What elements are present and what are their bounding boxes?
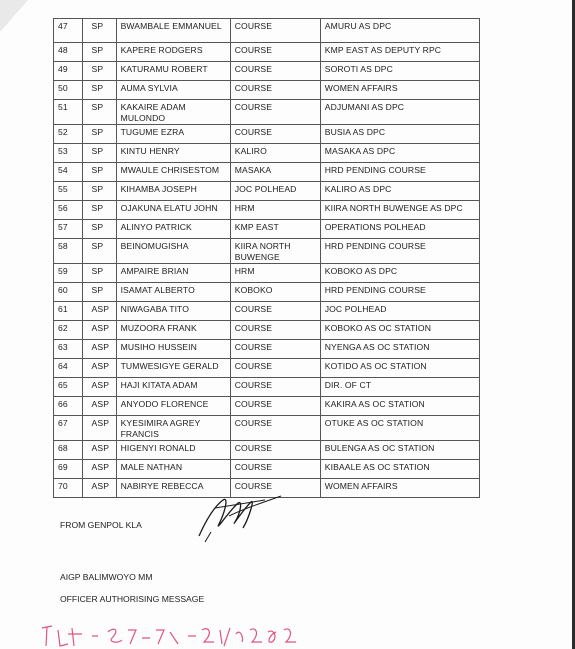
rank-cell: SP: [82, 163, 116, 182]
rank-cell: SP: [82, 182, 116, 201]
rank-cell: SP: [82, 62, 116, 81]
posting-cell: KOBOKO AS OC STATION: [320, 321, 479, 340]
signature: [185, 478, 295, 548]
row-number: 68: [54, 441, 83, 460]
officer-name-cell: KAPERE RODGERS: [116, 43, 230, 62]
posting-cell: KIIRA NORTH BUWENGE AS DPC: [320, 201, 479, 220]
from-station-cell: COURSE: [230, 340, 320, 359]
officer-name-cell: HIGENYI RONALD: [116, 441, 230, 460]
table-row: [54, 321, 480, 340]
row-number: 61: [54, 302, 83, 321]
officer-name-cell: MUZOORA FRANK: [116, 321, 230, 340]
posting-cell: DIR. OF CT: [320, 378, 479, 397]
officer-name-cell: AMPAIRE BRIAN: [116, 264, 230, 283]
table-row: [54, 19, 480, 43]
from-station-cell: JOC POLHEAD: [230, 182, 320, 201]
from-line: FROM GENPOL KLA: [60, 520, 142, 530]
posting-cell: ADJUMANI AS DPC: [320, 100, 479, 125]
officer-name-cell: BWAMBALE EMMANUEL: [116, 19, 230, 43]
table-row: [54, 416, 480, 441]
posting-cell: OTUKE AS OC STATION: [320, 416, 479, 441]
officer-name-cell: NIWAGABA TITO: [116, 302, 230, 321]
table-row: [54, 81, 480, 100]
from-station-cell: KALIRO: [230, 144, 320, 163]
from-station-cell: KIIRA NORTH BUWENGE: [230, 239, 320, 264]
rank-cell: ASP: [82, 460, 116, 479]
posting-cell: HRD PENDING COURSE: [320, 283, 479, 302]
row-number: 53: [54, 144, 83, 163]
rank-cell: SP: [82, 19, 116, 43]
officer-name-cell: BEINOMUGISHA: [116, 239, 230, 264]
table-row: [54, 220, 480, 239]
rank-cell: SP: [82, 239, 116, 264]
officer-name-cell: HAJI KITATA ADAM: [116, 378, 230, 397]
rank-cell: SP: [82, 81, 116, 100]
rank-cell: SP: [82, 43, 116, 62]
row-number: 52: [54, 125, 83, 144]
handwritten-reference: [38, 624, 318, 649]
from-station-cell: KOBOKO: [230, 283, 320, 302]
officer-name-cell: KIHAMBA JOSEPH: [116, 182, 230, 201]
posting-cell: WOMEN AFFAIRS: [320, 479, 479, 498]
row-number: 47: [54, 19, 83, 43]
officer-name-cell: ANYODO FLORENCE: [116, 397, 230, 416]
row-number: 59: [54, 264, 83, 283]
officer-name-cell: AUMA SYLVIA: [116, 81, 230, 100]
from-station-cell: COURSE: [230, 378, 320, 397]
posting-cell: BULENGA AS OC STATION: [320, 441, 479, 460]
rank-cell: SP: [82, 201, 116, 220]
from-station-cell: HRM: [230, 264, 320, 283]
table-row: [54, 62, 480, 81]
rank-cell: ASP: [82, 416, 116, 441]
posting-cell: OPERATIONS POLHEAD: [320, 220, 479, 239]
posting-cell: KAKIRA AS OC STATION: [320, 397, 479, 416]
table-row: [54, 378, 480, 397]
row-number: 58: [54, 239, 83, 264]
table-row: [54, 100, 480, 125]
rank-cell: ASP: [82, 302, 116, 321]
officer-name-cell: MWAULE CHRISESTOM: [116, 163, 230, 182]
officer-name-cell: KYESIMIRA AGREY FRANCIS: [116, 416, 230, 441]
from-station-cell: COURSE: [230, 397, 320, 416]
posting-cell: KIBAALE AS OC STATION: [320, 460, 479, 479]
rank-cell: SP: [82, 220, 116, 239]
officer-name-cell: KINTU HENRY: [116, 144, 230, 163]
authorising-label: OFFICER AUTHORISING MESSAGE: [60, 594, 205, 604]
posting-cell: KOBOKO AS DPC: [320, 264, 479, 283]
officer-name-cell: TUGUME EZRA: [116, 125, 230, 144]
officer-name: AIGP BALIMWOYO MM: [60, 572, 153, 582]
posting-cell: KALIRO AS DPC: [320, 182, 479, 201]
from-station-cell: MASAKA: [230, 163, 320, 182]
from-station-cell: COURSE: [230, 100, 320, 125]
posting-cell: MASAKA AS DPC: [320, 144, 479, 163]
from-station-cell: COURSE: [230, 479, 320, 498]
transfer-table-body: [54, 19, 480, 498]
from-station-cell: COURSE: [230, 416, 320, 441]
from-station-cell: COURSE: [230, 81, 320, 100]
officer-name-cell: TUMWESIGYE GERALD: [116, 359, 230, 378]
row-number: 50: [54, 81, 83, 100]
rank-cell: ASP: [82, 441, 116, 460]
table-row: [54, 340, 480, 359]
row-number: 55: [54, 182, 83, 201]
table-row: [54, 239, 480, 264]
table-row: [54, 144, 480, 163]
table-row: [54, 283, 480, 302]
table-row: [54, 397, 480, 416]
officer-name-cell: MALE NATHAN: [116, 460, 230, 479]
row-number: 48: [54, 43, 83, 62]
posting-cell: HRD PENDING COURSE: [320, 239, 479, 264]
rank-cell: SP: [82, 264, 116, 283]
rank-cell: ASP: [82, 359, 116, 378]
rank-cell: ASP: [82, 321, 116, 340]
row-number: 64: [54, 359, 83, 378]
rank-cell: ASP: [82, 340, 116, 359]
rank-cell: SP: [82, 100, 116, 125]
row-number: 60: [54, 283, 83, 302]
row-number: 65: [54, 378, 83, 397]
table-row: [54, 163, 480, 182]
rank-cell: ASP: [82, 378, 116, 397]
table-row: [54, 302, 480, 321]
from-station-cell: COURSE: [230, 125, 320, 144]
posting-cell: SOROTI AS DPC: [320, 62, 479, 81]
from-station-cell: COURSE: [230, 19, 320, 43]
table-row: [54, 125, 480, 144]
row-number: 67: [54, 416, 83, 441]
rank-cell: SP: [82, 144, 116, 163]
officer-name-cell: ALINYO PATRICK: [116, 220, 230, 239]
from-station-cell: COURSE: [230, 460, 320, 479]
posting-cell: HRD PENDING COURSE: [320, 163, 479, 182]
table-row: [54, 201, 480, 220]
from-station-cell: COURSE: [230, 62, 320, 81]
from-station-cell: COURSE: [230, 441, 320, 460]
row-number: 54: [54, 163, 83, 182]
table-row: [54, 43, 480, 62]
row-number: 69: [54, 460, 83, 479]
folded-corner: [0, 0, 28, 32]
row-number: 66: [54, 397, 83, 416]
officer-name-cell: KATURAMU ROBERT: [116, 62, 230, 81]
officer-name-cell: MUSIHO HUSSEIN: [116, 340, 230, 359]
row-number: 51: [54, 100, 83, 125]
posting-cell: JOC POLHEAD: [320, 302, 479, 321]
from-station-cell: COURSE: [230, 302, 320, 321]
table-row: [54, 182, 480, 201]
posting-cell: WOMEN AFFAIRS: [320, 81, 479, 100]
table-row: [54, 441, 480, 460]
posting-cell: NYENGA AS OC STATION: [320, 340, 479, 359]
from-station-cell: COURSE: [230, 321, 320, 340]
row-number: 56: [54, 201, 83, 220]
officer-name-cell: ISAMAT ALBERTO: [116, 283, 230, 302]
rank-cell: SP: [82, 283, 116, 302]
rank-cell: ASP: [82, 479, 116, 498]
from-station-cell: COURSE: [230, 359, 320, 378]
officer-name-cell: NABIRYE REBECCA: [116, 479, 230, 498]
rank-cell: SP: [82, 125, 116, 144]
row-number: 62: [54, 321, 83, 340]
row-number: 63: [54, 340, 83, 359]
from-station-cell: HRM: [230, 201, 320, 220]
table-row: [54, 359, 480, 378]
officer-name-cell: OJAKUNA ELATU JOHN: [116, 201, 230, 220]
posting-cell: KMP EAST AS DEPUTY RPC: [320, 43, 479, 62]
table-row: [54, 460, 480, 479]
row-number: 57: [54, 220, 83, 239]
posting-cell: BUSIA AS DPC: [320, 125, 479, 144]
row-number: 49: [54, 62, 83, 81]
officer-name-cell: KAKAIRE ADAM MULONDO: [116, 100, 230, 125]
rank-cell: ASP: [82, 397, 116, 416]
row-number: 70: [54, 479, 83, 498]
from-station-cell: KMP EAST: [230, 220, 320, 239]
posting-cell: KOTIDO AS OC STATION: [320, 359, 479, 378]
posting-cell: AMURU AS DPC: [320, 19, 479, 43]
from-station-cell: COURSE: [230, 43, 320, 62]
transfer-table: [53, 18, 480, 498]
table-row: [54, 264, 480, 283]
